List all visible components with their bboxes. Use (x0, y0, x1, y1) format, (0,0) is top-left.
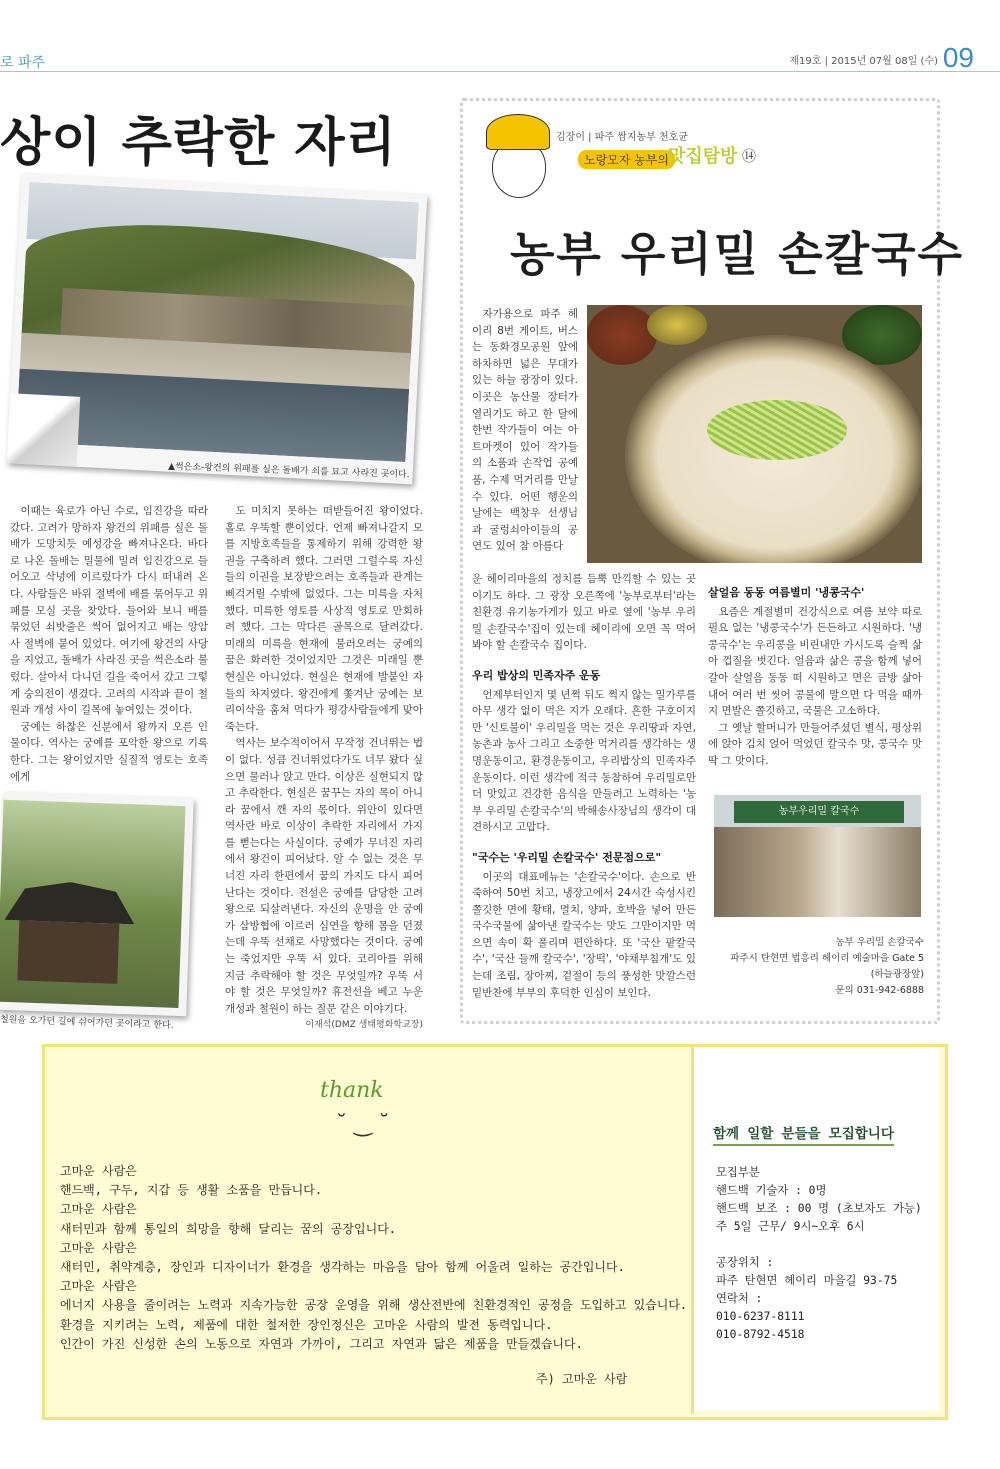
ad-line: 고마운 사람은 (60, 1279, 137, 1294)
ad-line: 에너지 사용을 줄이려는 노력과 지속가능한 공장 운영을 위해 생산전반에 친환경적인 공정을 도입하고 있습니다. (60, 1298, 688, 1313)
series-number: ⑭ (742, 149, 756, 165)
issue-date: 제19호 | 2015년 07월 08일 (수) (789, 56, 938, 67)
recruit-line (716, 1236, 922, 1254)
column-paragraph: 운 헤이리마을의 정치를 듬뿍 만끽할 수 있는 곳이기도 하다. 그 광장 오른쪽에 '농부로부터'라는 친환경 유기농가게가 있고 바로 옆에 '농부 우리밀 손칼국수'집이 있는데 헤이리에 오면 꼭 먹어봐야 할 손칼국수 집이다. (472, 573, 696, 652)
article-paragraph: 도 미치지 못하는 떠받들어진 왕이었다. 홀로 우뚝할 뿐이었다. 언제 빠져나갈지 모를 지방호족들을 통제하기 위해 강력한 왕권을 구축하려 했다. 그러면 그럴수록 자신들의 이권을 보장받으려는 호족들과 관계는 삐걱거릴 수밖에 없었다. 그는 미륵을 자처했다. 미륵한 영토를 사상적 영토로 만회하려 했다. 그는 막다른 골목으로 달려갔다. 미래의 미륵을 현재에 불러오려는 궁예의 꿈은 화려한 것이었지만 그것은 미래일 뿐 현실은 아니었다. 현실은 현재에 발붙인 자들의 차지였다. 왕건에게 쫓겨난 궁예는 보리이삭을 훔쳐 먹다가 평강사람들에게 맞아 죽는다. (225, 505, 423, 733)
column-body (472, 571, 696, 1001)
recruit-line: 010-6237-8111 (716, 1310, 805, 1323)
recruit-line: 모집부분 (716, 1166, 760, 1179)
recruit-line: 핸드백 기술자 : 0명 (716, 1184, 827, 1197)
column-paragraph: 언제부터인지 몇 년쩍 뒤도 쩍지 않는 밀가루를 아무 생각 없이 먹은 지가 오래다. 흔한 구호이지만 '신토불이' 우리밀을 먹는 것은 우리땅과 자연, 농촌과 농사 그리고 소중한 먹거리를 생각하는 생명운동이고, 환경운동이고, 우리밥상의 민족자주운동이다. 이런 생각에 적극 동참하여 우리밀로만 더 맛있고 건강한 음식을 만들려고 노력하는 '농부 우리밀 손칼국수'의 박해송사장님의 생각이 대견하시고 고맙다. (472, 688, 696, 834)
recruit-line: 파주 탄현면 헤이리 마을길 93-75 (716, 1274, 898, 1287)
article-byline: 이재석(DMZ 생태평화학교장) (305, 1020, 423, 1031)
column-title: 농부 우리밀 손칼국수 (510, 227, 964, 281)
ad-line: 고마운 사람은 (60, 1164, 137, 1178)
recruit-title: 함께 일할 분들을 모집합니다 (713, 1122, 894, 1146)
pavilion-photo (0, 792, 194, 1016)
ad-divider (691, 1047, 694, 1414)
recruit-line: 주 5일 근무/ 9시~오후 6시 (716, 1220, 865, 1233)
recruit-line: 010-8792-4518 (716, 1328, 805, 1341)
ad-line: 새터민, 취약계층, 장인과 디자이너가 환경을 생각하는 마음을 담아 함께 어울려 일하는 공간입니다. (60, 1260, 625, 1275)
article-column-2 (225, 503, 423, 1034)
shop-name: 농부 우리밀 손칼국수 (835, 937, 924, 948)
article-paragraph: 이때는 육로가 아닌 수로, 임진강을 따라갔다. 고려가 망하자 왕건의 위패를 실은 돌배가 도망치듯 예성강을 빠져나온다. 바다로 나온 돌배는 밀물에 밀려 임진강으로 들어오고 삭녕에 이르렀다가 다시 떠내려 온다. 사람들은 바위 절벽에 배를 묶어두고 위패를 모실 곳을 찾았다. 들어와 보니 배를 묶었던 쇠밧줄은 썩어 없어지고 배는 앙암사 절벽에 붙어 있었다. 여기에 왕건의 사당을 지었고, 돌배가 사라진 곳을 썩은소라 불렀다. 살아서 다니던 길을 죽어서 갔고 그렇게 숭의전이 생겼다. 고려의 시작과 끝이 철원과 개성 사이 길목에 놓여있는 것이다. (10, 505, 208, 717)
farmer-caricature (476, 112, 560, 198)
yellow-hat-icon (486, 114, 550, 150)
ad-line: 핸드백, 구두, 지갑 등 생활 소품을 만듭니다. (60, 1183, 323, 1198)
series-prefix: 노랑모자 농부의 (578, 150, 675, 169)
ad-signature: 주) 고마운 사람 (536, 1372, 628, 1386)
ad-line: 고마운 사람은 (60, 1202, 137, 1217)
ad-line: 고마운 사람은 (60, 1240, 137, 1255)
shop-info (714, 935, 924, 999)
river-cliff-photo (7, 174, 428, 485)
column-author: 김장이 | 파주 쌈지농부 천호균 (556, 132, 689, 143)
shop-address: 파주시 탄현면 법흥리 헤이리 예술마을 Gate 5 (730, 953, 924, 964)
article-paragraph: 역사는 보수적이어서 무작정 건너뛰는 법이 없다. 성큼 건너뛰었다가도 너무 왔다 싶으면 물러나 앉고 만다. 이상은 실현되지 않고 추락한다. 현실은 꿈꾸는 자의 목이 아니라 꿈에서 깬 자의 몫이다. 위안이 있다면 역사란 바로 이상이 추락한 자리에서 가지를 뻗는다는 사실이다. 궁예가 무너진 자리에서 왕건이 피어났다. 알 수 없는 것은 무너진 자리 한편에서 꿈의 가지도 다시 피어난다는 것이다. 전설은 궁예를 담당한 고려왕으로 되살려낸다. 자신의 운명을 안 궁예가 삼방협에 이르러 심연을 향해 몸을 던졌는데 우뚝 선채로 사망했다는 것이다. 궁예는 죽었지만 우뚝 서 있다. 코리아를 위해 지금 추락해야 할 것은 무엇일까? 우뚝 서야 할 것은 무엇일까? 휴전선을 베고 누운 개성과 철원이 하는 질문 같은 이야기다. (225, 737, 423, 1015)
column-paragraph: 요즘은 계절별미 건강식으로 여름 보약 따로 필요 없는 '냉콩국수'가 든든하고 시원하다. '냉콩국수'는 우리콩을 비린내만 가시도록 슬쩍 삶아 껍질을 벗긴다. 얼음과 삶은 콩을 함께 넣어 갈아 살얼음 동동 떠 시원하고 면은 금방 삶아 내어 여러 번 씻어 콩물에 말으면 다 먹을 때까지 면발은 쫄깃하고, 국물은 고소하다. (708, 605, 922, 718)
column-paragraph: 그 옛날 할머니가 만들어주셨던 별식, 평상위에 앉아 김치 얹어 먹었던 칼국수 맛, 콩국수 맛 딱 그 맛이다. (708, 721, 922, 767)
column-paragraph: 이곳의 대표메뉴는 '손칼국수'이다. 손으로 반죽하여 50번 치고, 냉장고에서 24시간 숙성시킨 쫄깃한 면에 황태, 멸치, 양파, 호박을 넣어 만든 국수국물에 삶아낸 칼국수는 맛도 그만이지만 먹으면 속이 확 풀리며 편안하다. 또 '국산 팥칼국수', '국산 들깨 칼국수', '장떡', '야채부침개'도 있는데 조림, 장아찌, 겉절이 등의 풍성한 맛깔스런 밑반찬에 부부의 후덕한 인심이 보인다. (472, 870, 696, 999)
recruit-line: 연락처 : (716, 1292, 763, 1305)
article-column-1 (10, 503, 208, 785)
series-name: 맛집탐방 (668, 146, 738, 167)
header-rule (0, 71, 1000, 72)
storefront-photo (714, 795, 921, 917)
thank-logo: thank (320, 1078, 384, 1103)
subheading: 우리 밥상의 민족자주 운동 (472, 668, 601, 682)
recruit-line: 공장위치 : (716, 1256, 774, 1269)
subheading: 살얼음 동동 여름별미 '냉콩국수' (708, 586, 865, 599)
smile-icon: ˘ ‿ ˘ (336, 1112, 390, 1137)
kalguksu-photo (587, 305, 922, 563)
recruit-line: 핸드백 보조 : 00 명 (초보자도 가능) (716, 1202, 922, 1215)
column-intro-narrow (472, 306, 578, 555)
ad-text (60, 1162, 687, 1354)
photo1-caption: ▲썩은소-왕건의 위패를 실은 돌배가 쇠를 묘고 사라진 곳이다. (167, 461, 410, 481)
shop-address-note: (하늘광장앞) (870, 969, 924, 980)
section-name: 로 파주 (0, 55, 46, 71)
article-paragraph: 궁예는 하찮은 신분에서 왕까지 오른 인물이다. 역사는 궁예를 포악한 왕으로 기록한다. 그는 왕이었지만 실질적 영토는 호족에게 (10, 720, 208, 783)
recruit-details (716, 1164, 922, 1344)
ad-line: 환경을 지키려는 노력, 제품에 대한 철저한 장인정신은 고마운 사람의 발전 동력입니다. (60, 1317, 553, 1332)
column-body-right (708, 585, 922, 770)
ad-line: 인간이 가진 신성한 손의 노동으로 자연과 가까이, 그리고 자연과 닮은 제품을 만들겠습니다. (60, 1336, 583, 1351)
subheading: "국수는 '우리밀 손칼국수' 전문점으로" (472, 850, 662, 864)
page-curl-decoration (7, 393, 81, 467)
column-paragraph: 자가용으로 파주 헤이리 8번 게이트, 버스는 동화경모공원 앞에 하차하면 넓은 무대가 있는 하늘 광장이 있다. 이곳은 농산물 장터가 열리기도 하고 한 달에 한번 작가들이 여는 아트마켓이 있어 작가들의 소품과 손작업 공예품, 수제 먹거리를 만날 수 있다. 어떤 행운의 날에는 백창우 선생님과 굴렁쇠아이들의 공연도 있어 참 아름다 (472, 308, 578, 553)
page-number: 09 (942, 42, 974, 73)
store-sign: 농부우리밀 칼국수 (734, 801, 904, 823)
article-headline: 상이 추락한 자리 (0, 113, 397, 173)
shop-phone: 문의 031-942-6888 (835, 985, 924, 996)
ad-line: 새터민과 함께 통일의 희망을 향해 달리는 꿈의 공장입니다. (60, 1221, 397, 1236)
photo2-caption: 철원을 오가던 길에 쉬어가던 곳이라고 한다. (0, 1014, 174, 1032)
